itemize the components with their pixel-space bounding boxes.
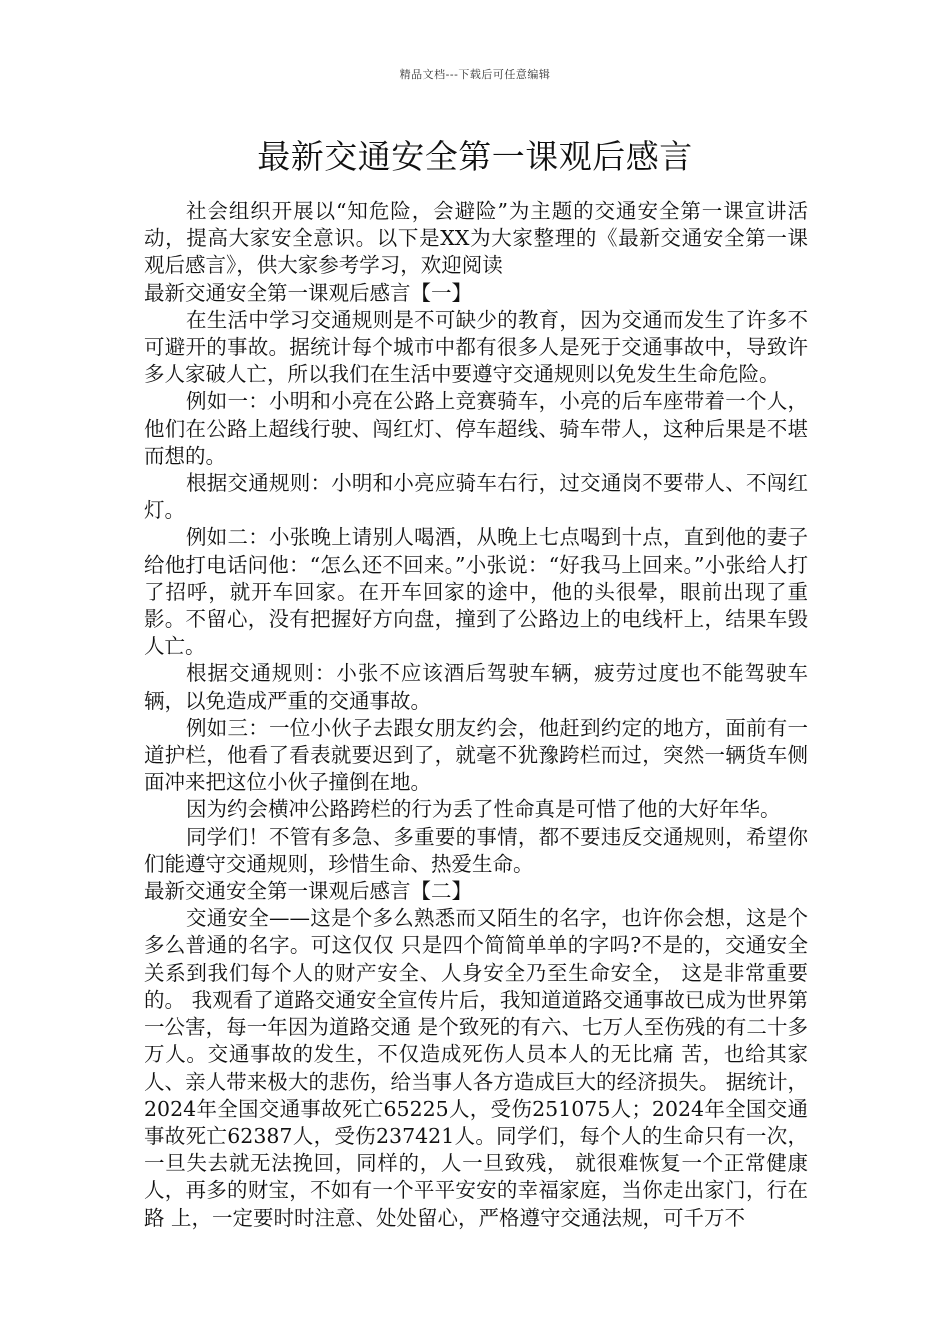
body-paragraph: 因为约会横冲公路跨栏的行为丢了性命真是可惜了他的大好年华。: [186, 797, 781, 822]
section-heading-1: 最新交通安全第一课观后感言【一】: [144, 280, 472, 305]
intro-paragraph: 社会组织开展以“知危险，会避险”为主题的交通安全第一课宣讲活动，提高大家安全意识。以下是XX为大家整理的《最新交通安全第一课观后感言》，供大家参考学习，欢迎阅读: [144, 199, 808, 278]
section-heading-2: 最新交通安全第一课观后感言【二】: [144, 879, 472, 904]
body-paragraph: 在生活中学习交通规则是不可缺少的教育，因为交通而发生了许多不可避开的事故。据统计每个城市中都有很多人是死于交通事故中，导致许多人家破人亡，所以我们在生活中要遵守交通规则以免发生生命危险。: [144, 307, 808, 387]
body-paragraph: 例如一：小明和小亮在公路上竞赛骑车，小亮的后车座带着一个人，他们在公路上超线行驶、闯红灯、停车超线、骑车带人，这种后果是不堪而想的。: [144, 389, 808, 468]
document-body: [144, 198, 808, 1232]
body-paragraph: 例如三：一位小伙子去跟女朋友约会，他赶到约定的地方，面前有一道护栏，他看了看表就要迟到了，就毫不犹豫跨栏而过，突然一辆货车侧面冲来把这位小伙子撞倒在地。: [144, 715, 808, 795]
page-header: 精品文档---下载后可任意编辑: [399, 68, 551, 81]
body-paragraph: 同学们！不管有多急、多重要的事情，都不要违反交通规则，希望你们能遵守交通规则，珍惜生命、热爱生命。: [144, 824, 808, 876]
body-paragraph: 例如二：小张晚上请别人喝酒，从晚上七点喝到十点，直到他的妻子给他打电话问他：“怎么还不回来。”小张说：“好我马上回来。”小张给人打了招呼，就开车回家。在开车回家的途中，他的头很晕，眼前出现了重影。不留心，没有把握好方向盘，撞到了公路边上的电线杆上，结果车毁人亡。: [144, 525, 808, 659]
body-paragraph: 交通安全——这是个多么熟悉而又陌生的名字，也许你会想，这是个多么普通的名字。可这仅仅 只是四个简简单单的字吗?不是的，交通安全关系到我们每个人的财产安全、人身安全乃至生命安全， 这是非常重要的。 我观看了道路交通安全宣传片后，我知道道路交通事故已成为世界第一公害，每一年因为道路交通 是个致死的有六、七万人至伤残的有二十多万人。交通事故的发生，不仅造成死伤人员本人的无比痛 苦，也给其家人、亲人带来极大的悲伤，给当事人各方造成巨大的经济损失。 据统计，2024年全国交通事故死亡65225人，受伤251075人；2024年全国交通事故死亡62387人，受伤237421人。同学们，每个人的生命只有一次，一旦失去就无法挽回，同样的，人一旦致残， 就很难恢复一个正常健康人，再多的财宝，不如有一个平平安安的幸福家庭，当你走出家门，行在路 上，一定要时时注意、处处留心，严格遵守交通法规，可千万不: [144, 906, 808, 1230]
body-paragraph: 根据交通规则：小明和小亮应骑车右行，过交通岗不要带人、不闯红灯。: [144, 471, 808, 523]
document-title: 最新交通安全第一课观后感言: [257, 137, 693, 176]
body-paragraph: 根据交通规则：小张不应该酒后驾驶车辆，疲劳过度也不能驾驶车辆，以免造成严重的交通事故。: [144, 661, 808, 713]
